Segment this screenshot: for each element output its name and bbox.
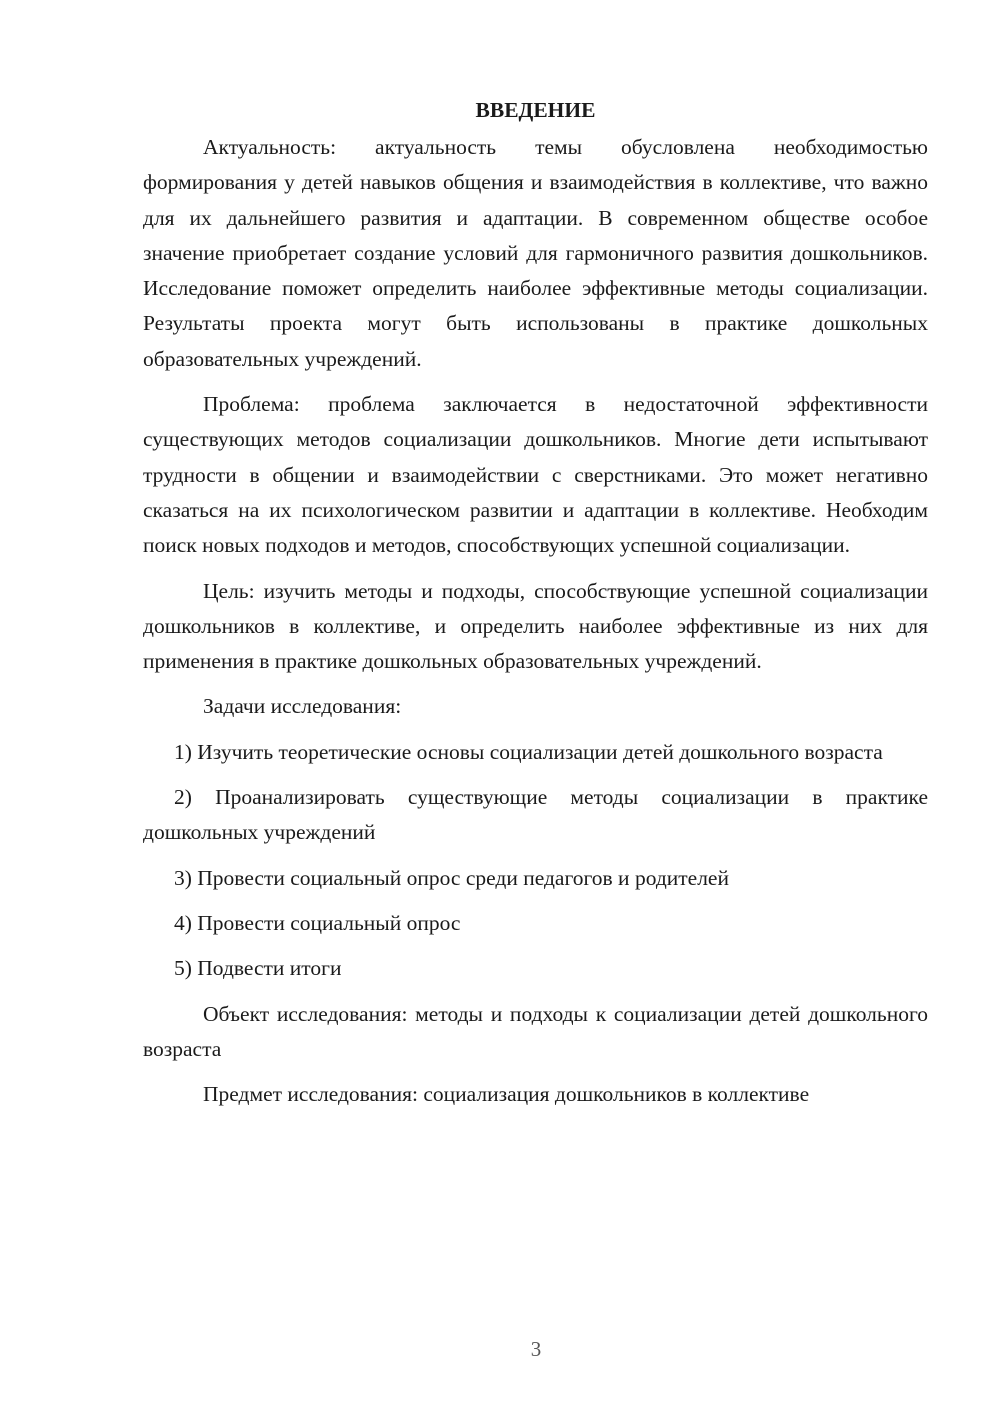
page-number: 3 (530, 1337, 542, 1361)
tasks-heading: Задачи исследования: (203, 694, 402, 719)
problem-paragraph: Проблема: проблема заключается в недостаточной эффективности существующих методов социализации дошкольников. Многие дети испытывают трудности в общении и взаимодействии с сверстниками. Это может негативно сказаться на их психологическом развитии и адаптации в коллективе. Необходим поиск новых подходов и методов, способствующих успешной социализации. (143, 392, 928, 558)
object-paragraph: Объект исследования: методы и подходы к социализации детей дошкольного возраста (143, 1001, 928, 1061)
relevance-paragraph: Актуальность: актуальность темы обусловлена необходимостью формирования у детей навыков общения и взаимодействия в коллективе, что важно для их дальнейшего развития и адаптации. В современном обществе особое значение приобретает создание условий для гармоничного развития дошкольников. Исследование поможет определить наиболее эффективные методы социализации. Результаты проекта могут быть использованы в практике дошкольных образовательных учреждений. (143, 135, 928, 371)
goal-paragraph: Цель: изучить методы и подходы, способствующие успешной социализации дошкольников в коллективе, и определить наиболее эффективные из них для применения в практике дошкольных образовательных учреждений. (143, 578, 928, 674)
task-item: 1) Изучить теоретические основы социализации детей дошкольного возраста (174, 739, 883, 764)
task-item: 3) Провести социальный опрос среди педагогов и родителей (174, 865, 729, 890)
subject-paragraph: Предмет исследования: социализация дошкольников в коллективе (203, 1082, 810, 1107)
page-content (143, 93, 928, 1122)
task-item: 2) Проанализировать существующие методы социализации в практике дошкольных учреждений (143, 785, 928, 845)
section-title: ВВЕДЕНИЕ (475, 98, 596, 122)
task-item: 4) Провести социальный опрос (174, 910, 461, 935)
task-item: 5) Подвести итоги (174, 956, 342, 981)
